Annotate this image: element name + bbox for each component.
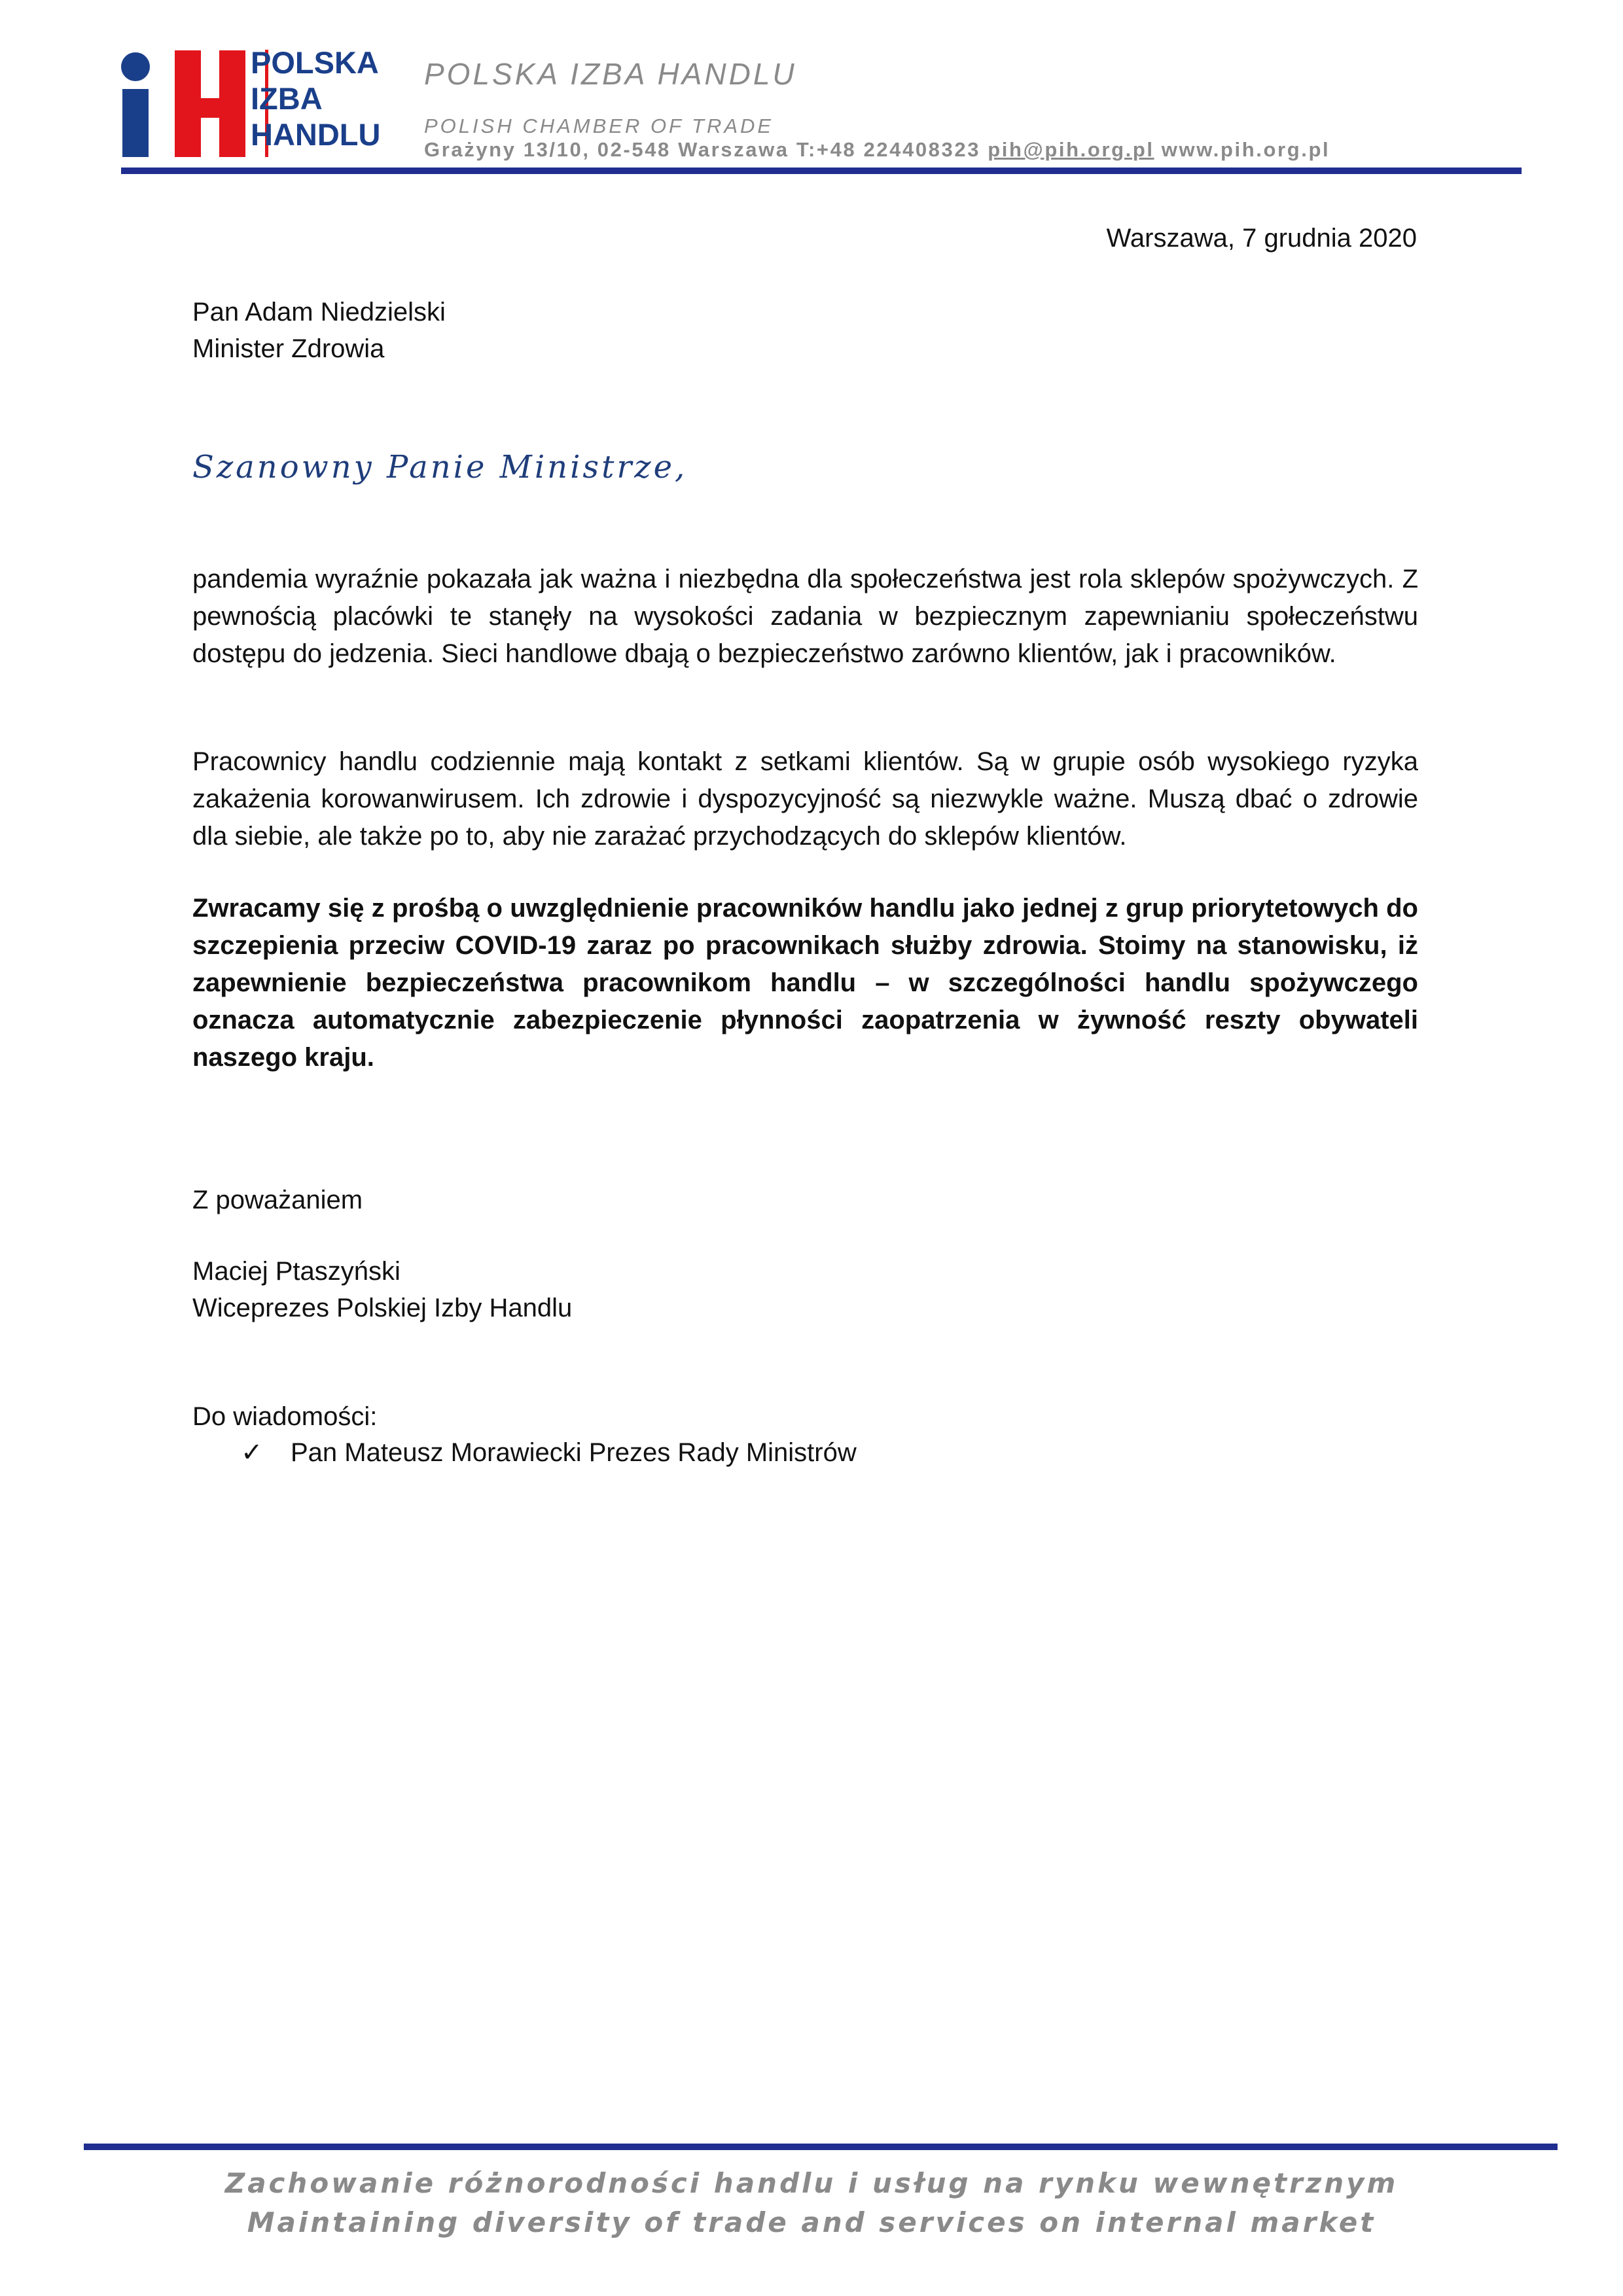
logo-i-dot <box>121 52 150 81</box>
logo-i-stem <box>122 89 149 157</box>
logo-word-izba: IZBA <box>251 81 323 116</box>
header-address: Grażyny 13/10, 02-548 Warszawa T:+48 224408323 <box>424 138 981 161</box>
closing: Z poważaniem <box>192 1186 363 1214</box>
recipient-title: Minister Zdrowia <box>192 334 385 363</box>
header-email-link[interactable]: pih@pih.org.pl <box>988 138 1154 161</box>
cc-label: Do wiadomości: <box>192 1402 378 1431</box>
paragraph-2: Pracownicy handlu codziennie mają kontakt z setkami klientów. Są w grupie osób wysokiego ryzyka zakażenia korowanwirusem. Ich zdrowie i dyspozycyjność są niezwykle ważne. Muszą dbać o zdrowie dla siebie, ale także po to, aby nie zarażać przychodzących do sklepów klientów. <box>192 747 1418 851</box>
salutation: Szanowny Panie Ministrze, <box>192 449 688 486</box>
pih-logo <box>121 46 383 160</box>
paragraph-1: pandemia wyraźnie pokazała jak ważna i niezbędna dla społeczeństwa jest rola sklepów spożywczych. Z pewnością placówki te stanęły na wysokości zadania w bezpiecznym zapewnianiu społeczeństwu dostępu do jedzenia. Sieci handlowe dbają o bezpieczeństwo zarówno klientów, jak i pracowników. <box>192 565 1418 668</box>
logo-word-polska: POLSKA <box>251 45 379 80</box>
logo-word-handlu: HANDLU <box>251 117 381 152</box>
paragraph-3-request: Zwracamy się z prośbą o uwzględnienie pracowników handlu jako jednej z grup priorytetowych do szczepienia przeciw COVID-19 zaraz po pracownikach służby zdrowia. Stoimy na stanowisku, iż zapewnienie bezpieczeństwa pracownikom handlu – w szczególności handlu spożywczego oznacza automatycznie zabezpieczenie płynności zaopatrzenia w żywność reszty obywateli naszego kraju. <box>192 894 1418 1072</box>
header-subtitle: POLISH CHAMBER OF TRADE <box>424 115 774 137</box>
footer-motto-en: Maintaining diversity of trade and services on internal market <box>247 2206 1376 2238</box>
header-website[interactable]: www.pih.org.pl <box>1161 138 1330 161</box>
footer-rule <box>84 2144 1558 2150</box>
logo-h-crossbar <box>175 98 245 118</box>
recipient-name: Pan Adam Niedzielski <box>192 298 446 327</box>
header-rule <box>121 168 1522 174</box>
letter-date: Warszawa, 7 grudnia 2020 <box>1106 224 1417 253</box>
signatory-title: Wiceprezes Polskiej Izby Handlu <box>192 1294 573 1322</box>
checkmark-icon: ✓ <box>241 1438 263 1468</box>
header-title: POLSKA IZBA HANDLU <box>424 57 797 91</box>
header-contact-line <box>424 138 1330 162</box>
cc-item-text: Pan Mateusz Morawiecki Prezes Rady Ministrów <box>291 1438 857 1467</box>
cc-list-item <box>241 1434 857 1471</box>
footer-motto-pl: Zachowanie różnorodności handlu i usług na rynku wewnętrznym <box>224 2167 1399 2199</box>
signatory-name: Maciej Ptaszyński <box>192 1257 401 1286</box>
